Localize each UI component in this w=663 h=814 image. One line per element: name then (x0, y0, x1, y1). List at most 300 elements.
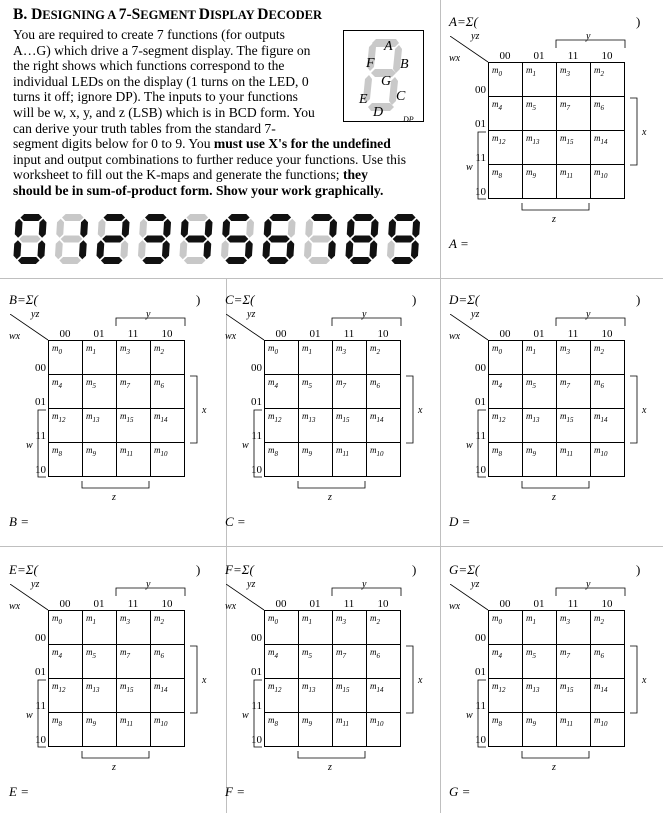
kmap-title: B=Σ( (9, 292, 38, 307)
kmap-cell[interactable] (523, 611, 557, 645)
kmap-bracket-w (477, 409, 487, 479)
kmap-cell[interactable] (591, 611, 625, 645)
digit-segment (394, 214, 416, 221)
kmap-cell[interactable] (489, 375, 523, 409)
minterm-label: $m_9$ (86, 445, 96, 458)
kmap-bracket-y (115, 587, 187, 597)
kmap-label-y: y (362, 309, 367, 320)
digit-segment (79, 240, 87, 259)
digit-segment (103, 214, 125, 221)
kmap-cell[interactable] (83, 713, 117, 747)
minterm-label: $m_{10}$ (370, 715, 384, 728)
kmap-bracket-x (629, 645, 639, 715)
kmap-label-yz: yz (471, 579, 480, 590)
minterm-label: $m_6$ (370, 647, 380, 660)
kmap-cell[interactable] (333, 679, 367, 713)
digit-segment (62, 214, 84, 221)
kmap-cell[interactable] (333, 341, 367, 375)
kmap-row-header: 00 (475, 84, 486, 96)
digit-0 (13, 214, 46, 264)
kmap-cell[interactable] (367, 375, 401, 409)
kmap-cell[interactable] (591, 97, 625, 131)
digit-segment (246, 219, 254, 238)
minterm-label: $m_6$ (594, 647, 604, 660)
kmap-cell[interactable] (117, 409, 151, 443)
kmap-cell[interactable] (83, 679, 117, 713)
minterm-label: $m_1$ (302, 613, 312, 626)
kmap-cell[interactable] (557, 341, 591, 375)
kmap-cell[interactable] (523, 131, 557, 165)
kmap-label-wx: wx (449, 331, 461, 342)
kmap-cell[interactable] (151, 713, 185, 747)
minterm-label: $m_4$ (52, 377, 62, 390)
kmap-cell[interactable] (557, 375, 591, 409)
kmap-cell[interactable] (489, 165, 523, 199)
minterm-label: $m_3$ (120, 613, 130, 626)
digit-segment (122, 219, 130, 238)
kmap-row-header: 01 (35, 666, 46, 678)
minterm-label: $m_9$ (302, 715, 312, 728)
kmap-col-header: 01 (533, 598, 545, 610)
kmap-cell[interactable] (489, 131, 523, 165)
intro-line: can derive your truth tables from the standard 7- (13, 120, 276, 136)
minterm-label: $m_{11}$ (336, 715, 349, 728)
minterm-label: $m_9$ (526, 167, 536, 180)
kmap-col-header: 10 (377, 598, 389, 610)
kmap-col-header: 11 (567, 598, 579, 610)
kmap-cell[interactable] (265, 375, 299, 409)
kmap-row-header: 00 (475, 362, 486, 374)
kmap-cell[interactable] (523, 713, 557, 747)
kmap-row-header: 01 (35, 396, 46, 408)
digit-segment (369, 240, 377, 259)
kmap-cell[interactable] (523, 645, 557, 679)
minterm-label: $m_{13}$ (526, 133, 540, 146)
kmap-label-wx: wx (225, 331, 237, 342)
minterm-label: $m_8$ (268, 445, 278, 458)
kmap-cell[interactable] (367, 713, 401, 747)
kmap-col-header: 01 (309, 328, 321, 340)
kmap-bracket-y (115, 317, 187, 327)
digit-segment (179, 240, 187, 259)
kmap-cell[interactable] (489, 409, 523, 443)
minterm-label: $m_{12}$ (492, 681, 506, 694)
kmap-cell[interactable] (557, 409, 591, 443)
kmap-cell[interactable] (489, 611, 523, 645)
kmap-cell[interactable] (49, 645, 83, 679)
kmap-title: C=Σ( (225, 292, 255, 307)
minterm-label: $m_4$ (492, 377, 502, 390)
kmap-cell[interactable] (117, 375, 151, 409)
digit-5 (221, 214, 254, 264)
kmap-cell[interactable] (151, 645, 185, 679)
digit-segment (286, 240, 294, 259)
kmap-row-header: 00 (35, 632, 46, 644)
kmap-cell[interactable] (333, 713, 367, 747)
digit-segment (310, 236, 332, 243)
kmap-answer-line: F = (225, 784, 245, 799)
minterm-label: $m_7$ (560, 647, 570, 660)
minterm-label: $m_{10}$ (594, 445, 608, 458)
minterm-label: $m_0$ (492, 343, 502, 356)
kmap-label-y: y (586, 309, 591, 320)
kmap-cell[interactable] (367, 611, 401, 645)
kmap-cell[interactable] (265, 713, 299, 747)
kmap-cell[interactable] (83, 611, 117, 645)
kmap-cell[interactable] (591, 443, 625, 477)
kmap-cell[interactable] (523, 443, 557, 477)
minterm-label: $m_1$ (86, 343, 96, 356)
kmap-cell[interactable] (49, 611, 83, 645)
minterm-label: $m_4$ (268, 377, 278, 390)
kmap-cell[interactable] (557, 713, 591, 747)
kmap-cell[interactable] (83, 443, 117, 477)
kmap-cell[interactable] (367, 679, 401, 713)
minterm-label: $m_8$ (52, 445, 62, 458)
kmap-col-header: 10 (601, 598, 613, 610)
kmap-title: G=Σ( (449, 562, 480, 577)
minterm-label: $m_9$ (86, 715, 96, 728)
kmap-cell[interactable] (489, 97, 523, 131)
kmap-cell[interactable] (83, 645, 117, 679)
kmap-grid (48, 340, 185, 477)
digit-segment (371, 219, 379, 238)
kmap-row-header: 10 (251, 464, 262, 476)
minterm-label: $m_{14}$ (370, 411, 384, 424)
kmap-panel-f (216, 554, 430, 814)
minterm-label: $m_7$ (120, 647, 130, 660)
kmap-cell[interactable] (49, 713, 83, 747)
kmap-cell[interactable] (591, 679, 625, 713)
kmap-col-header: 01 (93, 598, 105, 610)
kmap-cell[interactable] (523, 63, 557, 97)
kmap-cell[interactable] (557, 63, 591, 97)
kmap-cell[interactable] (523, 409, 557, 443)
kmap-cell[interactable] (117, 611, 151, 645)
segment-legend-figure (343, 30, 424, 122)
kmap-cell[interactable] (151, 611, 185, 645)
minterm-label: $m_{13}$ (302, 411, 316, 424)
kmap-cell[interactable] (333, 375, 367, 409)
kmap-bracket-z (521, 750, 591, 760)
minterm-label: $m_{12}$ (52, 411, 66, 424)
kmap-label-w: w (26, 440, 33, 451)
kmap-cell[interactable] (591, 63, 625, 97)
kmap-label-x: x (202, 405, 207, 416)
kmap-cell[interactable] (523, 165, 557, 199)
minterm-label: $m_1$ (302, 343, 312, 356)
digit-segment (351, 236, 373, 243)
kmap-answer-line: C = (225, 514, 246, 529)
minterm-label: $m_{15}$ (560, 681, 574, 694)
kmap-bracket-z (521, 202, 591, 212)
intro-line: will be w, x, y, and z (LSB) which is in BCD form. You (13, 104, 315, 120)
kmap-label-x: x (418, 675, 423, 686)
digit-segment (59, 257, 81, 264)
kmap-cell[interactable] (117, 645, 151, 679)
kmap-cell[interactable] (557, 165, 591, 199)
kmap-cell[interactable] (151, 375, 185, 409)
kmap-cell[interactable] (83, 409, 117, 443)
digit-segment (163, 219, 171, 238)
kmap-cell[interactable] (299, 443, 333, 477)
kmap-cell[interactable] (265, 443, 299, 477)
minterm-label: $m_{11}$ (560, 445, 573, 458)
kmap-cell[interactable] (489, 443, 523, 477)
kmap-row-header: 11 (475, 152, 486, 164)
kmap-cell[interactable] (489, 645, 523, 679)
kmap-bracket-z (297, 750, 367, 760)
kmap-cell[interactable] (333, 645, 367, 679)
minterm-label: $m_0$ (52, 613, 62, 626)
kmap-cell[interactable] (523, 375, 557, 409)
kmap-col-header: 10 (161, 598, 173, 610)
kmap-bracket-x (405, 645, 415, 715)
kmap-cell[interactable] (151, 443, 185, 477)
kmap-cell[interactable] (489, 63, 523, 97)
kmap-cell[interactable] (367, 409, 401, 443)
kmap-cell[interactable] (591, 645, 625, 679)
digit-segment (101, 257, 123, 264)
kmap-cell[interactable] (265, 341, 299, 375)
digit-segment (20, 214, 42, 221)
digit-7 (304, 214, 337, 264)
kmap-cell[interactable] (299, 611, 333, 645)
minterm-label: $m_5$ (86, 647, 96, 660)
minterm-label: $m_0$ (492, 613, 502, 626)
kmap-cell[interactable] (265, 645, 299, 679)
kmap-title-close: ) (412, 562, 417, 577)
kmap-title: A=Σ( (449, 14, 478, 29)
digit-segment (181, 219, 189, 238)
kmap-cell[interactable] (333, 611, 367, 645)
kmap-cell[interactable] (299, 375, 333, 409)
kmap-cell[interactable] (489, 679, 523, 713)
kmap-cell[interactable] (151, 679, 185, 713)
kmap-cell[interactable] (489, 713, 523, 747)
kmap-cell[interactable] (299, 679, 333, 713)
kmap-cell[interactable] (591, 165, 625, 199)
minterm-label: $m_3$ (120, 343, 130, 356)
kmap-row-header: 10 (35, 734, 46, 746)
kmap-cell[interactable] (557, 645, 591, 679)
kmap-col-header: 00 (275, 328, 287, 340)
minterm-label: $m_8$ (492, 167, 502, 180)
minterm-label: $m_3$ (336, 613, 346, 626)
minterm-label: $m_0$ (268, 613, 278, 626)
digit-segment (18, 257, 40, 264)
minterm-label: $m_{15}$ (560, 411, 574, 424)
kmap-cell[interactable] (591, 341, 625, 375)
minterm-label: $m_2$ (370, 343, 380, 356)
kmap-cell[interactable] (49, 341, 83, 375)
minterm-label: $m_{13}$ (526, 681, 540, 694)
kmap-cell[interactable] (83, 375, 117, 409)
kmap-answer-line: B = (9, 514, 29, 529)
kmap-title: E=Σ( (9, 562, 38, 577)
minterm-label: $m_3$ (560, 343, 570, 356)
kmap-cell[interactable] (367, 443, 401, 477)
kmap-bracket-z (81, 750, 151, 760)
kmap-cell[interactable] (151, 341, 185, 375)
kmap-col-header: 10 (601, 50, 613, 62)
minterm-label: $m_{15}$ (120, 681, 134, 694)
minterm-label: $m_{14}$ (594, 133, 608, 146)
kmap-col-header: 00 (499, 598, 511, 610)
kmap-cell[interactable] (299, 341, 333, 375)
kmap-label-y: y (146, 309, 151, 320)
kmap-cell[interactable] (151, 409, 185, 443)
minterm-label: $m_4$ (52, 647, 62, 660)
digit-segment (144, 236, 166, 243)
kmap-row-header: 11 (251, 430, 262, 442)
kmap-cell[interactable] (591, 375, 625, 409)
digit-segment (411, 240, 419, 259)
minterm-label: $m_4$ (492, 647, 502, 660)
kmap-label-z: z (112, 762, 116, 773)
digit-8 (345, 214, 378, 264)
kmap-cell[interactable] (265, 611, 299, 645)
kmap-cell[interactable] (557, 443, 591, 477)
kmap-title-close: ) (636, 14, 641, 29)
minterm-label: $m_7$ (336, 647, 346, 660)
kmap-row-header: 10 (475, 734, 486, 746)
minterm-label: $m_{10}$ (154, 445, 168, 458)
minterm-label: $m_{10}$ (370, 445, 384, 458)
kmap-col-header: 01 (309, 598, 321, 610)
kmap-cell[interactable] (367, 645, 401, 679)
digit-segment (227, 236, 249, 243)
digit-segment (80, 219, 88, 238)
kmap-cell[interactable] (557, 679, 591, 713)
kmap-cell[interactable] (117, 341, 151, 375)
kmap-cell[interactable] (299, 645, 333, 679)
kmap-label-x: x (642, 127, 647, 138)
minterm-label: $m_{10}$ (594, 715, 608, 728)
kmap-cell[interactable] (49, 443, 83, 477)
minterm-label: $m_6$ (154, 647, 164, 660)
kmap-label-w: w (242, 710, 249, 721)
kmap-row-header: 00 (251, 362, 262, 374)
kmap-label-z: z (552, 492, 556, 503)
minterm-label: $m_9$ (526, 445, 536, 458)
minterm-label: $m_{11}$ (336, 445, 349, 458)
digit-segment (304, 240, 312, 259)
digit-segment (203, 240, 211, 259)
minterm-label: $m_{13}$ (86, 681, 100, 694)
kmap-cell[interactable] (333, 443, 367, 477)
kmap-label-x: x (202, 675, 207, 686)
kmap-col-header: 10 (601, 328, 613, 340)
digit-segment (184, 257, 206, 264)
kmap-cell[interactable] (265, 679, 299, 713)
digit-segment (288, 219, 296, 238)
kmap-cell[interactable] (299, 409, 333, 443)
kmap-label-w: w (26, 710, 33, 721)
kmap-cell[interactable] (49, 375, 83, 409)
kmap-cell[interactable] (591, 713, 625, 747)
kmap-cell[interactable] (117, 713, 151, 747)
minterm-label: $m_7$ (560, 99, 570, 112)
kmap-cell[interactable] (557, 611, 591, 645)
kmap-label-y: y (586, 31, 591, 42)
kmap-cell[interactable] (49, 679, 83, 713)
kmap-title-close: ) (196, 292, 201, 307)
minterm-label: $m_6$ (594, 99, 604, 112)
minterm-label: $m_{13}$ (302, 681, 316, 694)
kmap-cell[interactable] (523, 679, 557, 713)
minterm-label: $m_1$ (526, 343, 536, 356)
kmap-row-header: 00 (475, 632, 486, 644)
kmap-title-close: ) (636, 562, 641, 577)
kmap-row-header: 11 (251, 700, 262, 712)
minterm-label: $m_5$ (302, 647, 312, 660)
kmap-cell[interactable] (523, 341, 557, 375)
minterm-label: $m_{15}$ (120, 411, 134, 424)
kmap-label-w: w (242, 440, 249, 451)
digit-segment (388, 219, 396, 238)
segment-label-f: F (366, 56, 375, 71)
minterm-label: $m_0$ (52, 343, 62, 356)
intro-line: input and output combinations to further reduce your functions. Use this (13, 151, 407, 167)
kmap-col-header: 11 (567, 328, 579, 340)
kmap-cell[interactable] (591, 409, 625, 443)
kmap-cell[interactable] (117, 443, 151, 477)
digit-segment (264, 219, 272, 238)
kmap-label-wx: wx (449, 53, 461, 64)
kmap-cell[interactable] (557, 131, 591, 165)
kmap-label-wx: wx (9, 331, 21, 342)
digit-9 (387, 214, 420, 264)
kmap-cell[interactable] (367, 341, 401, 375)
kmap-cell[interactable] (557, 97, 591, 131)
kmap-cell[interactable] (333, 409, 367, 443)
minterm-label: $m_3$ (560, 65, 570, 78)
intro-line: turns it off; ignore DP). The inputs to your functions (13, 89, 298, 105)
digit-segment (347, 219, 355, 238)
kmap-cell[interactable] (523, 97, 557, 131)
minterm-label: $m_9$ (302, 445, 312, 458)
kmap-cell[interactable] (591, 131, 625, 165)
kmap-cell[interactable] (265, 409, 299, 443)
kmap-cell[interactable] (83, 341, 117, 375)
digit-segment (120, 240, 128, 259)
kmap-cell[interactable] (49, 409, 83, 443)
kmap-col-header: 10 (377, 328, 389, 340)
kmap-panel-d (440, 284, 654, 544)
minterm-label: $m_{10}$ (594, 167, 608, 180)
minterm-label: $m_6$ (594, 377, 604, 390)
minterm-label: $m_5$ (526, 99, 536, 112)
kmap-cell[interactable] (299, 713, 333, 747)
digit-segment (39, 219, 47, 238)
minterm-label: $m_7$ (560, 377, 570, 390)
digit-segment (225, 257, 247, 264)
seven-segment-digits-strip (11, 210, 425, 268)
kmap-row-header: 01 (475, 666, 486, 678)
kmap-label-yz: yz (471, 31, 480, 42)
kmap-cell[interactable] (489, 341, 523, 375)
minterm-label: $m_{14}$ (594, 681, 608, 694)
kmap-cell[interactable] (117, 679, 151, 713)
kmap-col-header: 00 (499, 50, 511, 62)
minterm-label: $m_2$ (154, 343, 164, 356)
kmap-grid (488, 610, 625, 747)
digit-segment (245, 240, 253, 259)
kmap-col-header: 11 (127, 598, 139, 610)
kmap-label-wx: wx (9, 601, 21, 612)
kmap-label-z: z (552, 214, 556, 225)
